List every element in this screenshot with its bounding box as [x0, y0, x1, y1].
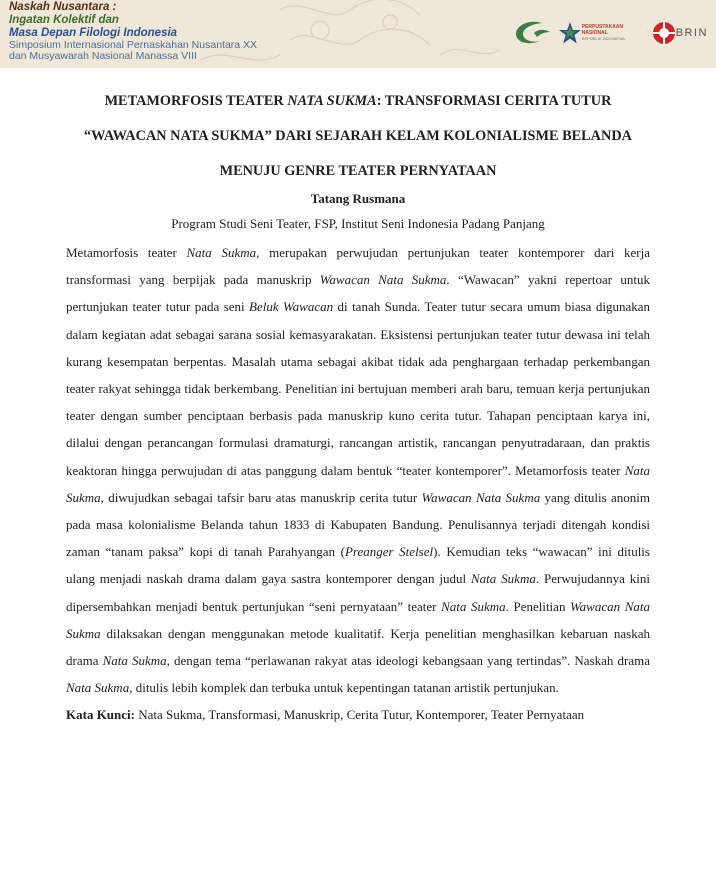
abstract-italic: Nata Sukma — [186, 245, 257, 260]
author-name: Tatang Rusmana — [310, 191, 406, 206]
manassa-logo-icon — [512, 19, 552, 47]
abstract-text: ). Kemudian teks “wawacan” ini ditulis ulang menjadi naskah drama dalam gaya sastra kontemporer dengan judul — [66, 544, 650, 587]
abstract-italic: Wawacan Nata Sukma — [66, 598, 650, 641]
paper-body — [66, 84, 650, 728]
abstract-italic: Wawacan Nata Sukma — [319, 272, 447, 288]
conference-subtitle-line1: Simposium Internasional Pernaskahan Nusantara XX — [9, 39, 258, 51]
abstract — [66, 239, 650, 701]
keywords-list: Nata Sukma, Transformasi, Manuskrip, Cerita Tutur, Kontemporer, Teater Pernyataan — [134, 707, 585, 723]
keywords — [66, 701, 650, 728]
conference-banner — [0, 0, 716, 68]
sponsor-logos — [512, 18, 708, 48]
abstract-italic: Wawacan Nata Sukma — [421, 489, 541, 505]
abstract-italic: Nata Sukma — [66, 680, 130, 696]
brin-name: BRIN — [675, 26, 708, 39]
author-affiliation: Program Studi Seni Teater, FSP, Institut Seni Indonesia Padang Panjang — [171, 216, 545, 231]
conference-title-line1: Naskah Nusantara : — [9, 1, 117, 13]
abstract-italic: Preanger Stelsel — [344, 544, 434, 560]
abstract-text: . “Wawacan” yakni repertoar untuk pertunjukan teater tutur pada seni — [66, 272, 651, 315]
abstract-italic: Nata Sukma — [66, 462, 650, 505]
abstract-text: Metamorfosis teater — [66, 245, 187, 260]
abstract-text: yang ditulis anonim pada masa kolonialisme Belanda tahun 1833 di Kabupaten Bandung. Penulisannya terjadi ditengah kondisi zaman “tanam paksa” kopi di tanah Parahyangan ( — [66, 489, 650, 560]
abstract-text: . Perwujudannya kini dipersembahkan menjadi bentuk pertunjukan “seni pernyataan” teater — [66, 571, 650, 614]
abstract-italic: Nata Sukma — [441, 598, 506, 614]
title-text-1: METAMORFOSIS TEATER — [104, 93, 288, 109]
conference-title-block — [9, 1, 257, 62]
perpusnas-sub: REPUBLIK INDONESIA — [581, 36, 625, 41]
paper-title — [66, 84, 650, 189]
star-icon — [558, 21, 582, 45]
conference-title-line2: Ingatan Kolektif dan — [9, 14, 119, 26]
abstract-text: di tanah Sunda. Teater tutur secara umum biasa digunakan dalam kegiatan adat sebagai sarana sosial kemasyarakatan. Eksistensi pertunjukan teater tutur dewasa ini telah kurang kesempatan berpentas. Masalah utama sebagai akibat tidak ada penghargaan terhadap perkembangan teater rakyat sehingga tidak berkembang. Penelitian ini bertujuan memberi arah baru, temuan kerja pertunjukan teater dengan sumber penciptaan berbasis pada manuskrip kuno cerita tutur. Tahapan penciptaan karya ini, dilalui dengan perancangan formulasi dramaturgi, rancangan artistik, rancangan penyutradaraan, dan praktis keaktoran hingga perwujudan di atas panggung dalam bentuk “teater kontemporer”. Metamorfosis teater — [66, 299, 651, 478]
abstract-text: dengan tema “perlawanan rakyat atas ideologi kebangsaan yang tertindas”. Naskah drama — [169, 653, 650, 669]
abstract-italic: Nata Sukma, — [102, 653, 170, 669]
abstract-text: , merupakan perwujudan pertunjukan teater kontemporer dari kerja transformasi yang berpijak pada manuskrip — [66, 245, 650, 288]
perpusnas-logo — [558, 21, 646, 45]
conference-subtitle-line2: dan Musyawarah Nasional Manassa VIII — [9, 50, 197, 62]
abstract-text: , ditulis lebih komplek dan terbuka untuk kepentingan tatanan artistik pertunjukan. — [129, 680, 559, 696]
brin-logo — [652, 21, 708, 45]
abstract-text: dilaksakan dengan menggunakan metode kualitatif. Kerja penelitian menghasilkan kebaruan naskah drama — [66, 625, 650, 669]
manassa-logo — [512, 19, 552, 47]
abstract-italic: Beluk Wawacan — [249, 299, 334, 315]
keywords-label: Kata Kunci: — [66, 707, 135, 723]
brin-emblem-icon — [652, 21, 676, 45]
abstract-text: , diwujudkan sebagai tafsir baru atas manuskrip cerita tutur — [100, 489, 422, 505]
title-text-2: : TRANSFORMASI CERITA TUTUR “WAWACAN NATA SUKMA” DARI SEJARAH KELAM KOLONIALISME BELANDA MENUJU GENRE TEATER PERNYATAAN — [84, 93, 632, 179]
abstract-text: . Penelitian — [505, 598, 571, 614]
title-italic: NATA SUKMA — [287, 93, 377, 109]
perpusnas-name: PERPUSTAKAAN NASIONAL — [581, 24, 624, 36]
abstract-italic: Nata Sukma — [470, 571, 536, 587]
conference-title-line3: Masa Depan Filologi Indonesia — [9, 27, 178, 39]
